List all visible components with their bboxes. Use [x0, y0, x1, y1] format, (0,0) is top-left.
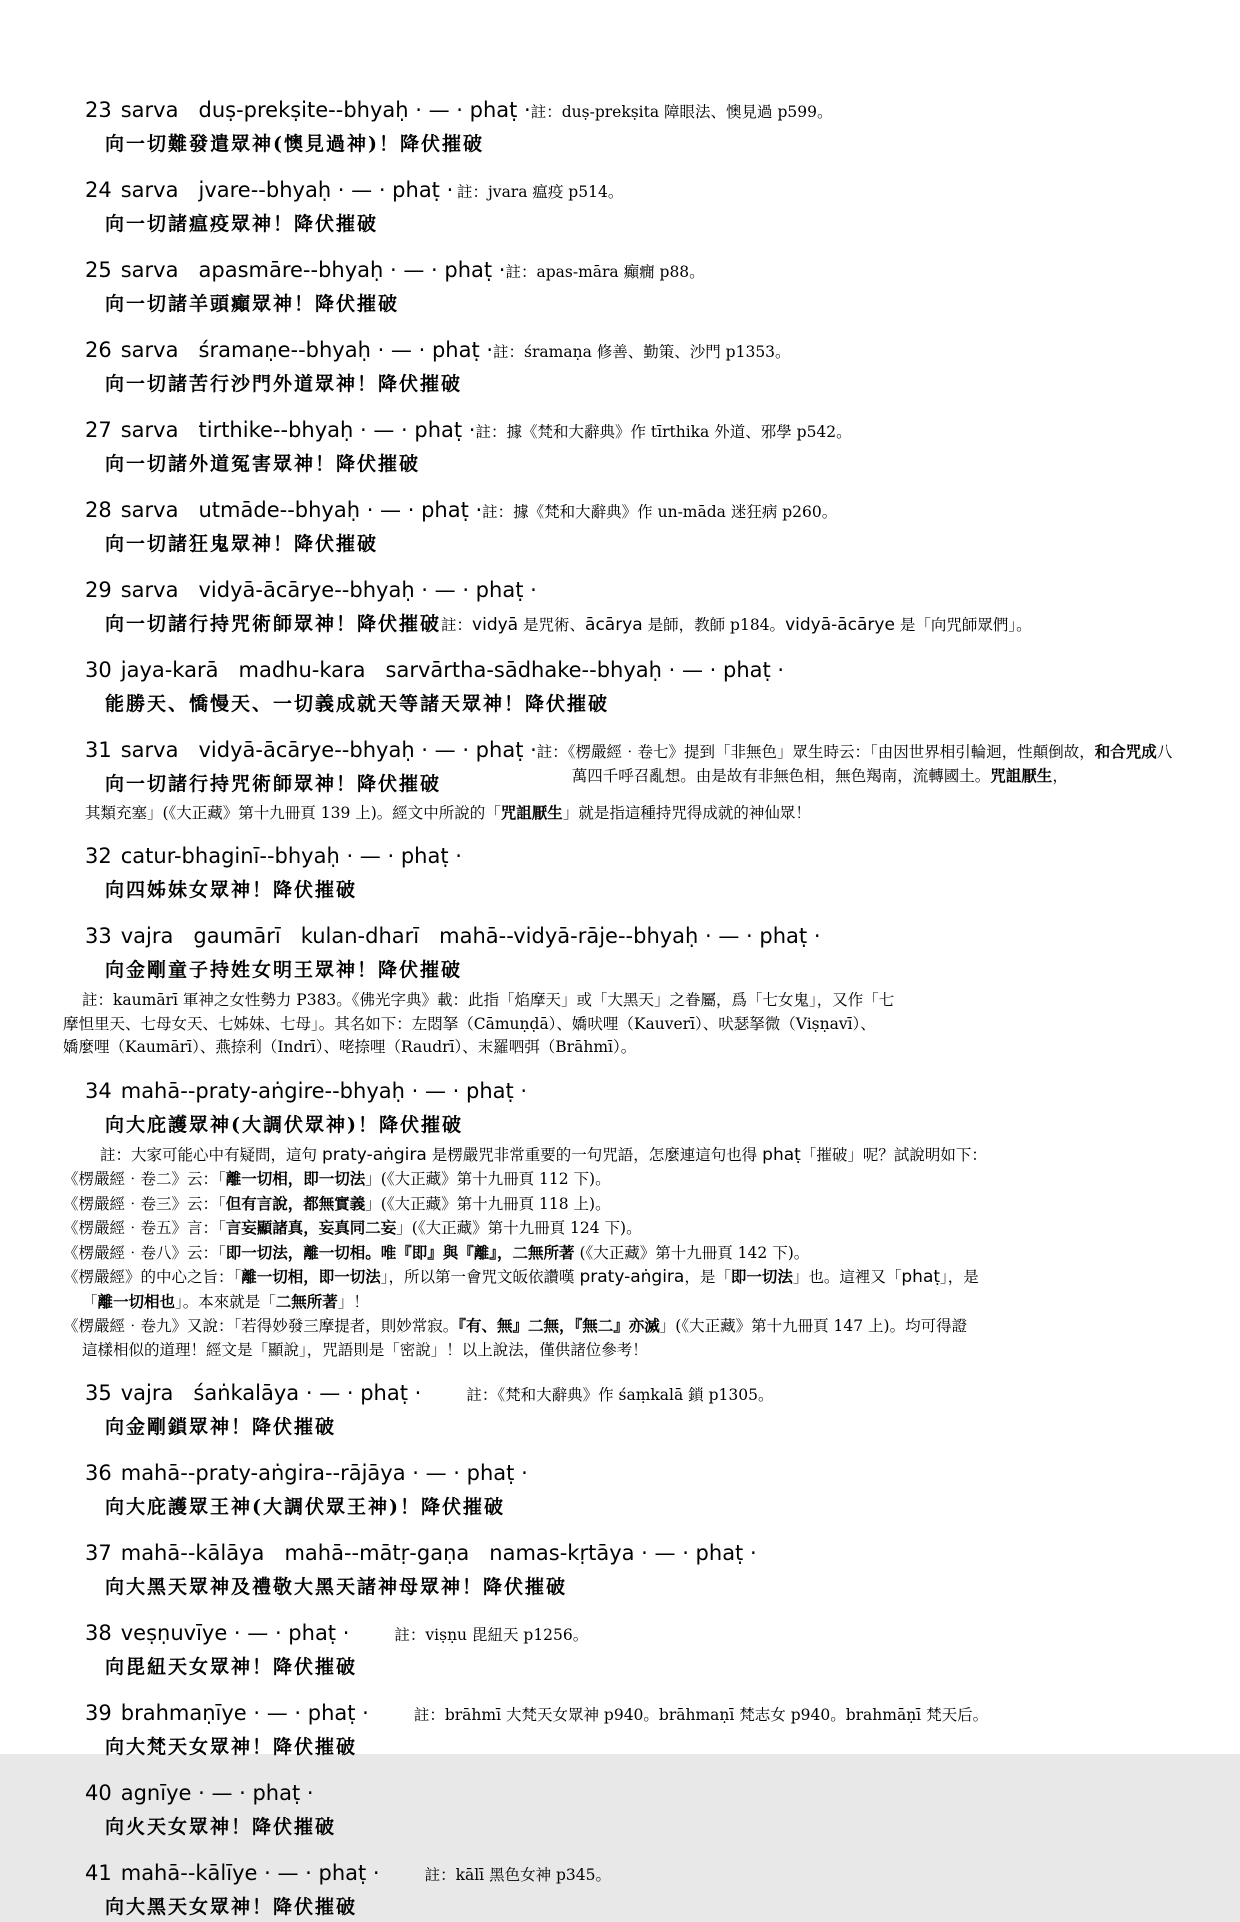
annotation: 註：據《梵和大辭典》作 un-māda 迷狂病 p260。 — [482, 503, 838, 521]
mantra-line — [85, 334, 493, 366]
entry-number: 23 — [85, 98, 112, 122]
annotation: 註：apas-māra 癲癇 p88。 — [505, 263, 705, 281]
chinese-gloss: 向一切諸行持咒術師眾神！降伏摧破 — [105, 773, 442, 795]
chinese-gloss: 向大黑天眾神及禮敬大黑天諸神母眾神！降伏摧破 — [105, 1576, 568, 1598]
annotation: 註：duṣ-prekṣita 障眼法、懊見過 p599。 — [530, 103, 833, 121]
annotation: 註：kālī 黑色女神 p345。 — [424, 1866, 612, 1884]
mantra-line — [85, 1617, 349, 1649]
entry-number: 31 — [85, 738, 112, 762]
chinese-gloss: 向一切諸苦行沙門外道眾神！降伏摧破 — [105, 373, 463, 395]
sanskrit-text: sarva jvare--bhyaḥ · — · phaṭ · — [120, 178, 454, 202]
entry-29 — [85, 574, 1185, 639]
entry-33 — [63, 920, 1185, 1060]
sanskrit-text: brahmaṇīye · — · phaṭ · — [120, 1701, 369, 1725]
chinese-gloss: 向一切諸外道冤害眾神！降伏摧破 — [105, 453, 421, 475]
sanskrit-text: sarva śramaṇe--bhyaḥ · — · phaṭ · — [120, 338, 494, 362]
mantra-line — [85, 1377, 421, 1409]
entry-number: 30 — [85, 658, 112, 682]
chinese-gloss: 向火天女眾神！降伏摧破 — [105, 1816, 337, 1838]
entry-number: 27 — [85, 418, 112, 442]
entry-number: 24 — [85, 178, 112, 202]
sanskrit-text: sarva apasmāre--bhyaḥ · — · phaṭ · — [120, 258, 506, 282]
mantra-line — [85, 840, 1185, 872]
chinese-gloss: 向毘紐天女眾神！降伏摧破 — [105, 1656, 358, 1678]
sanskrit-text: veṣṇuvīye · — · phaṭ · — [120, 1621, 350, 1645]
mantra-line — [85, 734, 537, 766]
entry-34 — [63, 1075, 1185, 1363]
chinese-gloss: 向大庇護眾王神(大調伏眾王神)！降伏摧破 — [105, 1496, 505, 1518]
entry-23 — [85, 94, 1185, 159]
entry-32 — [85, 840, 1185, 905]
sanskrit-text: vajra śaṅkalāya · — · phaṭ · — [120, 1381, 422, 1405]
mantra-line — [85, 1537, 1185, 1569]
entry-number: 35 — [85, 1381, 112, 1405]
annotation-line: 《楞嚴經‧卷五》言：「言妄顯諸真，妄真同二妄」(《大正藏》第十九冊頁 124 下)。 — [63, 1218, 642, 1237]
chinese-gloss: 向金剛鎖眾神！降伏摧破 — [105, 1416, 337, 1438]
mantra-line — [85, 174, 457, 206]
chinese-gloss: 向大庇護眾神(大調伏眾神)！降伏摧破 — [105, 1113, 463, 1136]
entry-35 — [85, 1377, 1185, 1442]
entry-number: 28 — [85, 498, 112, 522]
annotation-block — [63, 1144, 1185, 1363]
sanskrit-text: jaya-karā madhu-kara sarvārtha-sādhake--bhyaḥ · — · phaṭ · — [120, 658, 785, 682]
mantra-line — [85, 654, 1185, 686]
annotation-line: 《楞嚴經》的中心之旨：「離一切相，即一切法」，所以第一會咒文皈依讚嘆 praty-aṅgira，是「即一切法」也。這裡又「phaṭ」，是 — [63, 1267, 979, 1287]
annotation-line: 《楞嚴經‧卷二》云：「離一切相，即一切法」(《大正藏》第十九冊頁 112 下)。 — [63, 1169, 611, 1188]
chinese-gloss: 向四姊妹女眾神！降伏摧破 — [105, 879, 358, 901]
annotation-block — [63, 989, 1185, 1060]
annotation-line: 「離一切相也」。本來就是「二無所著」！ — [82, 1291, 369, 1311]
sanskrit-text: sarva utmāde--bhyaḥ · — · phaṭ · — [120, 498, 483, 522]
entry-24 — [85, 174, 1185, 239]
mantra-line — [85, 920, 1185, 952]
mantra-line — [85, 1075, 1185, 1107]
annotation-continuation: 其類充塞」(《大正藏》第十九冊頁 139 上)。經文中所說的「咒詛厭生」就是指這種持咒得成就的神仙眾！ — [85, 803, 811, 822]
entry-37 — [85, 1537, 1185, 1602]
entry-27 — [85, 414, 1185, 479]
entry-36 — [85, 1457, 1185, 1522]
entry-number: 26 — [85, 338, 112, 362]
entry-26 — [85, 334, 1185, 399]
entry-31 — [85, 734, 1185, 825]
chinese-gloss: 向一切諸瘟疫眾神！降伏摧破 — [105, 213, 379, 235]
annotation: 註：jvara 瘟疫 p514。 — [457, 183, 624, 201]
chinese-gloss: 向大梵天女眾神！降伏摧破 — [105, 1736, 358, 1758]
sanskrit-text: sarva vidyā-ācārye--bhyaḥ · — · phaṭ · — [120, 738, 537, 762]
entry-number: 40 — [85, 1781, 112, 1805]
mantra-line — [85, 494, 482, 526]
mantra-line — [85, 1777, 1185, 1809]
chinese-gloss: 能勝天、憍慢天、一切義成就天等諸天眾神！降伏摧破 — [105, 693, 610, 715]
entry-number: 32 — [85, 844, 112, 868]
sanskrit-text: agnīye · — · phaṭ · — [120, 1781, 314, 1805]
entry-38 — [85, 1617, 1185, 1682]
entry-41 — [85, 1857, 1185, 1922]
mantra-line — [85, 1857, 380, 1889]
annotation: 註：據《梵和大辭典》作 tīrthika 外道、邪學 p542。 — [475, 423, 852, 441]
entry-number: 37 — [85, 1541, 112, 1565]
annotation-line: 嬌麼哩（Kaumārī）、燕捺利（Indrī）、咾捺哩（Raudrī）、末羅呬弭（Brāhmī）。 — [63, 1038, 637, 1056]
sanskrit-text: mahā--kālīye · — · phaṭ · — [120, 1861, 380, 1885]
mantra-line — [85, 1457, 1185, 1489]
entry-25 — [85, 254, 1185, 319]
sanskrit-text: sarva vidyā-ācārye--bhyaḥ · — · phaṭ · — [120, 578, 537, 602]
sanskrit-text: mahā--praty-aṅgira--rājāya · — · phaṭ · — [120, 1461, 528, 1485]
annotation-line: 《楞嚴經‧卷九》又說：「若得妙發三摩提者，則妙常寂。『有、無』二無，『無二』亦滅」(《大正藏》第十九冊頁 147 上)。均可得證 — [63, 1316, 968, 1335]
sanskrit-text: vajra gaumārī kulan-dharī mahā--vidyā-rāje--bhyaḥ · — · phaṭ · — [120, 924, 821, 948]
entry-number: 25 — [85, 258, 112, 282]
entry-number: 29 — [85, 578, 112, 602]
annotation: 註：《梵和大辭典》作 śaṃkalā 鎖 p1305。 — [466, 1386, 774, 1404]
entry-number: 38 — [85, 1621, 112, 1645]
annotation: 註：viṣṇu 毘紐天 p1256。 — [394, 1626, 589, 1644]
annotation: 註：vidyā 是咒術、ācārya 是師，教師 p184。vidyā-ācārye 是「向咒師眾們」。 — [441, 615, 1032, 635]
mantra-line — [85, 94, 531, 126]
annotation-line: 摩怛里天、七母女天、七姊妹、七母」。其名如下：左悶拏（Cāmuṇḍā）、嬌吠哩（Kauverī）、吠瑟拏微（Viṣṇavī）、 — [63, 1014, 876, 1033]
annotation: 註：brāhmī 大梵天女眾神 p940。brāhmaṇī 梵志女 p940。brahmāṇī 梵天后。 — [413, 1706, 989, 1724]
entry-28 — [85, 494, 1185, 559]
chinese-gloss: 向一切諸羊頭癲眾神！降伏摧破 — [105, 293, 400, 315]
annotation-line: 這樣相似的道理！經文是「顯說」，咒語則是「密說」！以上說法，僅供諸位參考！ — [82, 1340, 648, 1359]
entry-number: 39 — [85, 1701, 112, 1725]
entry-number: 36 — [85, 1461, 112, 1485]
sanskrit-text: catur-bhaginī--bhyaḥ · — · phaṭ · — [120, 844, 462, 868]
entry-30 — [85, 654, 1185, 719]
annotation-line: 《楞嚴經‧卷八》云：「即一切法，離一切相。唯『即』與『離』，二無所著 (《大正藏》第十九冊頁 142 下)。 — [63, 1242, 810, 1262]
chinese-gloss: 向大黑天女眾神！降伏摧破 — [105, 1896, 358, 1918]
entry-number: 33 — [85, 924, 112, 948]
annotation-line: 註：kaumārī 軍神之女性勢力 P383。《佛光字典》載：此指「焰摩天」或「大黑天」之眷屬，爲「七女鬼」，又作「七 — [82, 991, 895, 1009]
chinese-gloss: 向金剛童子持姓女明王眾神！降伏摧破 — [105, 959, 463, 981]
entry-39 — [85, 1697, 1185, 1762]
entry-number: 41 — [85, 1861, 112, 1885]
mantra-line — [85, 414, 475, 446]
annotation: 註：śramaṇa 修善、勤策、沙門 p1353。 — [493, 343, 791, 361]
entry-number: 34 — [85, 1078, 112, 1103]
entry-40 — [85, 1777, 1185, 1842]
chinese-gloss: 向一切難發遣眾神(懊見過神)！降伏摧破 — [105, 133, 484, 155]
mantra-line — [85, 254, 505, 286]
mantra-line — [85, 1697, 369, 1729]
mantra-line — [85, 574, 1185, 606]
annotation-line: 《楞嚴經‧卷三》云：「但有言說，都無實義」(《大正藏》第十九冊頁 118 上)。 — [63, 1193, 611, 1213]
chinese-gloss: 向一切諸狂鬼眾神！降伏摧破 — [105, 533, 379, 555]
annotation: 註：《楞嚴經‧卷七》提到「非無色」眾生時云：「由因世界相引輪迴，性顛倒故，和合咒成八萬四千呼召亂想。由是故有非無色相，無色羯南，流轉國土。咒詛厭生， — [536, 742, 1173, 785]
sanskrit-text: mahā--kālāya mahā--mātṛ-gaṇa namas-kṛtāya · — · phaṭ · — [120, 1541, 757, 1565]
chinese-gloss: 向一切諸行持咒術師眾神！降伏摧破 — [105, 613, 442, 635]
mantra-block — [85, 734, 537, 799]
sanskrit-text: sarva tirthike--bhyaḥ · — · phaṭ · — [120, 418, 476, 442]
annotation-line: 註：大家可能心中有疑問，這句 praty-aṅgira 是楞嚴咒非常重要的一句咒語，怎麼連這句也得 phaṭ「摧破」呢？試說明如下： — [100, 1144, 987, 1165]
sanskrit-text: sarva duṣ-prekṣite--bhyaḥ · — · phaṭ · — [120, 98, 531, 122]
sanskrit-text: mahā--praty-aṅgire--bhyaḥ · — · phaṭ · — [120, 1078, 528, 1103]
